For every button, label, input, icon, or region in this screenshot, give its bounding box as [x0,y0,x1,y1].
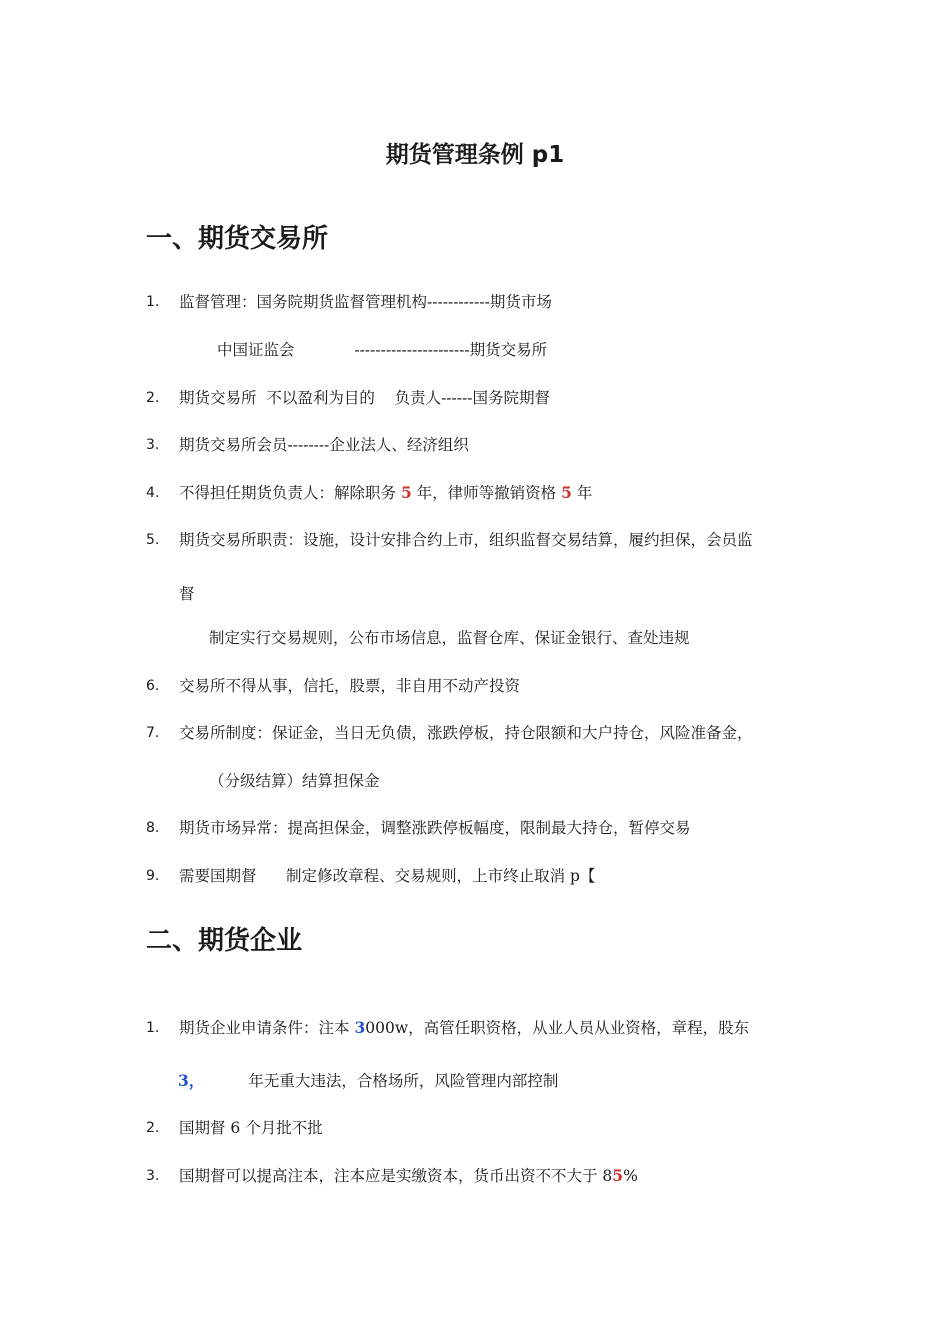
item-number: 3. [146,1168,160,1184]
item-text: 需要国期督 制定修改章程、交易规则，上市终止取消 p【 [179,867,596,885]
item-number: 3. [146,437,160,453]
item-number: 7. [146,725,160,741]
text-segment: ， [188,1071,205,1090]
highlight-number: 5 [612,1166,624,1185]
text-segment: 期货企业申请条件：注本 [179,1019,355,1037]
sub-value: ----------------------期货交易所 [354,341,548,359]
sub-label: 中国证监会 [217,341,295,359]
text-segment: % [623,1167,638,1185]
text-segment: 年 [571,484,593,502]
highlight-number: 3 [178,1071,189,1090]
item-text [179,1166,638,1186]
section-heading-exchange: 一、期货交易所 [146,224,329,254]
item-number: 5. [146,532,160,548]
document-title: 期货管理条例 p1 [385,142,565,168]
item-number: 4. [146,485,160,501]
item-text: 期货交易所 不以盈利为目的 负责人------国务院期督 [179,389,550,407]
item-text: 期货交易所会员--------企业法人、经济组织 [179,436,469,454]
item-continuation: 督 [179,585,195,603]
text-segment: 不得担任期货负责人：解除职务 [179,484,401,502]
text-segment: 年，律师等撤销资格 [411,484,562,502]
highlight-number: 3 [354,1018,366,1037]
item-text: 期货市场异常：提高担保金，调整涨跌停板幅度，限制最大持仓，暂停交易 [179,819,691,837]
text-segment: 年无重大违法，合格场所，风险管理内部控制 [248,1072,559,1090]
item-text: 交易所制度：保证金，当日无负债，涨跌停板，持仓限额和大户持仓，风险准备金， [179,724,753,742]
highlight-number: 5 [400,483,412,502]
item-number: 9. [146,868,160,884]
item-text: 监督管理：国务院期货监督管理机构------------期货市场 [179,293,552,311]
highlight-number: 5 [561,483,572,502]
item-continuation: （分级结算）结算担保金 [209,772,380,790]
item-number: 2. [146,1120,160,1136]
item-text: 国期督 6 个月批不批 [179,1119,323,1137]
item-text [179,483,592,503]
item-text: 交易所不得从事，信托，股票，非自用不动产投资 [179,677,521,695]
item-number: 2. [146,390,160,406]
item-number: 6. [146,678,160,694]
item-continuation [178,1071,558,1091]
text-segment: 国期督可以提高注本，注本应是实缴资本，货币出资不不大于 8 [179,1167,613,1185]
item-number: 1. [146,294,160,310]
item-number: 8. [146,820,160,836]
text-segment: 000w，高管任职资格，从业人员从业资格，章程，股东 [365,1019,750,1037]
item-number: 1. [146,1020,160,1036]
item-text: 期货交易所职责：设施，设计安排合约上市，组织监督交易结算，履约担保，会员监 [179,531,753,549]
item-text [179,1018,749,1038]
list-item-subline [217,340,547,360]
section-heading-enterprise: 二、期货企业 [146,926,303,956]
item-extra-line: 制定实行交易规则，公布市场信息，监督仓库、保证金银行、查处违规 [209,629,690,647]
